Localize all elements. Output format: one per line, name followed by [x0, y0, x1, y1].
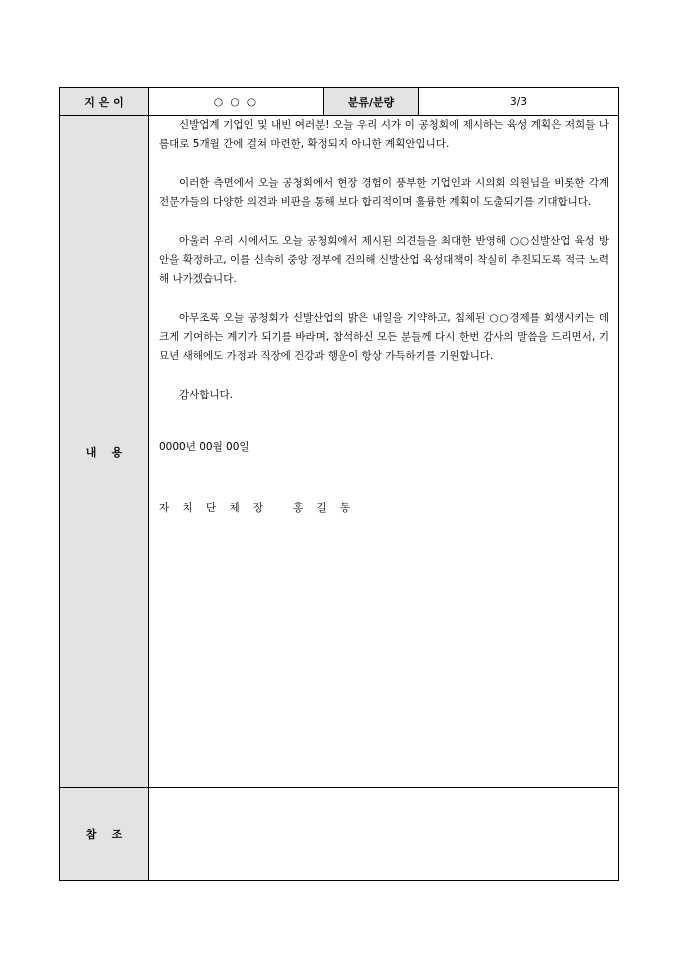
author-value: ○ ○ ○	[149, 88, 324, 116]
reference-row	[60, 788, 619, 881]
category-label: 분류/분량	[324, 88, 419, 116]
paragraph-4: 아무조록 오늘 공청회가 신발산업의 밝은 내일을 기약하고, 침체된 ○○경제를 회생시키는 데 크게 기여하는 계기가 되기를 바라며, 참석하신 모든 분들께 다시 한번 감사의 말씀을 드리면서, 기묘년 새해에도 가정과 직장에 건강과 행운이 항상 가득하기를 기원합니다.	[159, 312, 609, 362]
paragraph-2: 이러한 측면에서 오늘 공청회에서 현장 경험이 풍부한 기업인과 시의회 의원님을 비롯한 각계 전문가들의 다양한 의견과 비판을 통해 보다 합리적이며 훌륭한 계획이 도출되기를 기대합니다.	[159, 177, 609, 208]
closing-thanks: 감사합니다.	[179, 389, 234, 401]
content-body	[149, 116, 619, 788]
signature: 자 치 단 체 장 홍 길 동	[159, 502, 356, 514]
reference-value	[149, 788, 619, 881]
content-label: 내 용	[60, 116, 149, 788]
header-row	[60, 88, 619, 116]
document-form	[59, 87, 619, 881]
paragraph-3: 아울러 우리 시에서도 오늘 공청회에서 제시된 의견들을 최대한 반영해 ○○신발산업 육성 방안을 확정하고, 이를 신속히 중앙 정부에 건의해 신발산업 육성대책이 착실히 추진되도록 적극 노력해 나가겠습니다.	[159, 235, 609, 285]
content-text	[149, 116, 618, 518]
document-date: 0000년 00월 00일	[159, 441, 250, 453]
paragraph-1: 신발업계 기업인 및 내빈 여러분! 오늘 우리 시가 이 공청회에 제시하는 육성 계획은 저희들 나름대로 5개월 간에 걸쳐 마련한, 확정되지 아니한 계획안입니다.	[159, 119, 609, 150]
category-value: 3/3	[419, 88, 619, 116]
reference-label: 참 조	[60, 788, 149, 881]
author-label: 지 은 이	[60, 88, 149, 116]
content-row	[60, 116, 619, 788]
